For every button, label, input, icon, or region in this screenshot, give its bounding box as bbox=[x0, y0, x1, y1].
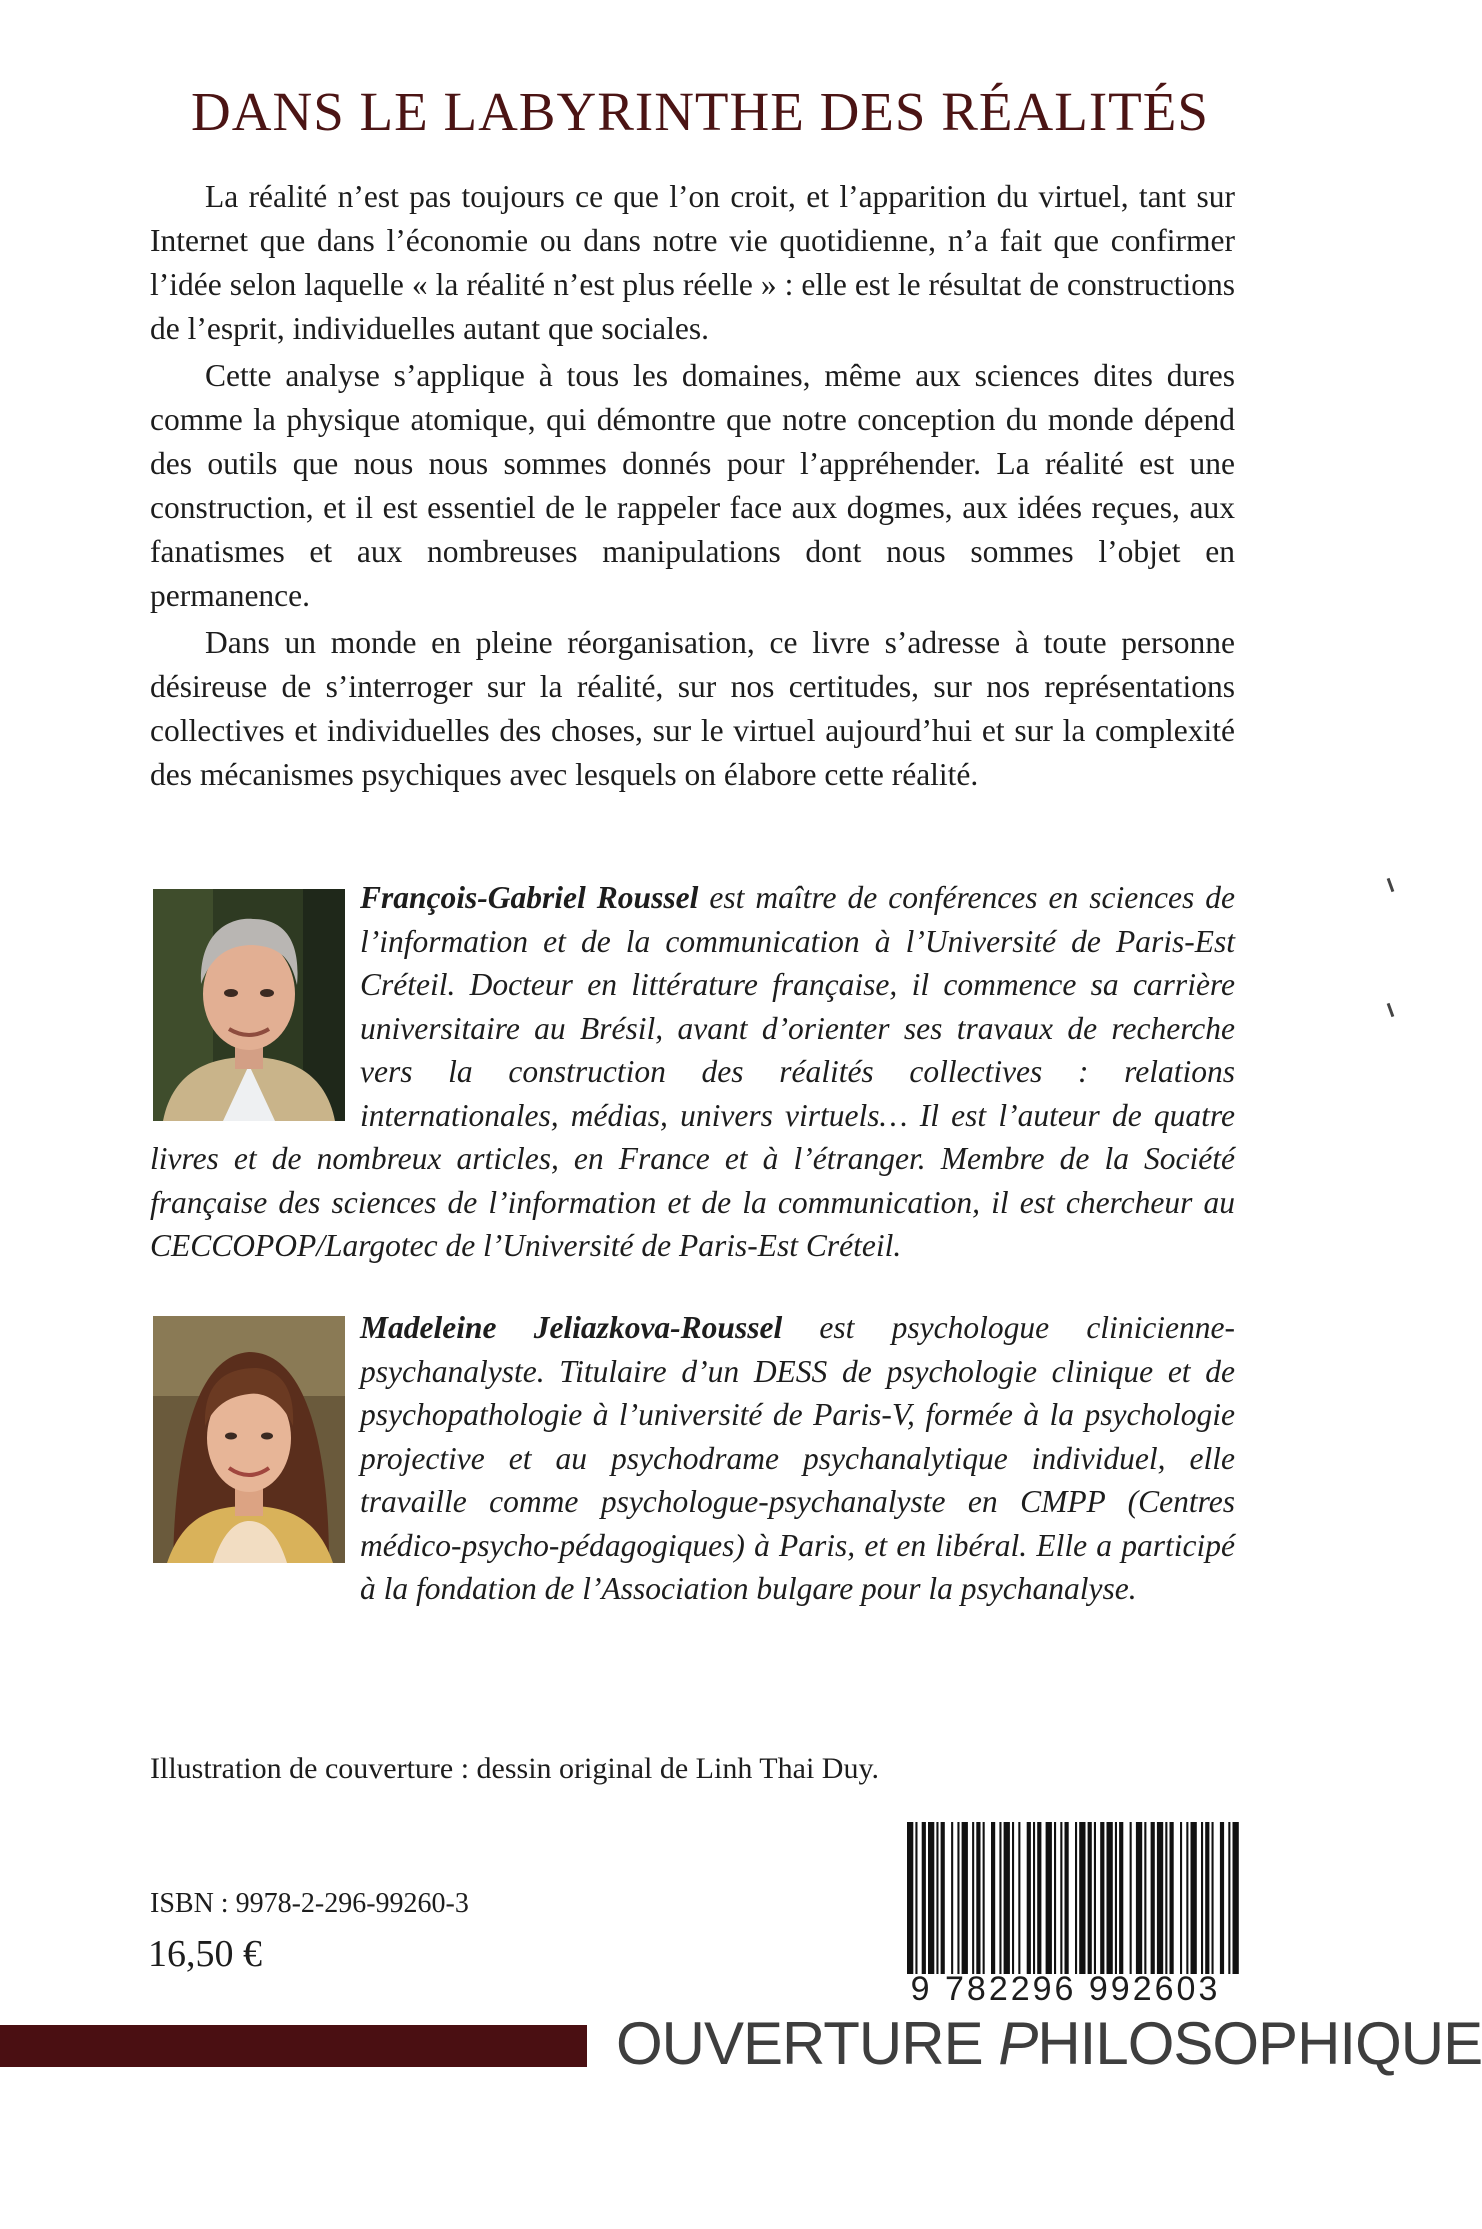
photo-spacer bbox=[150, 876, 360, 1126]
barcode-bar bbox=[999, 1822, 1001, 1974]
barcode-bar bbox=[1054, 1822, 1056, 1974]
barcode-bar bbox=[1100, 1822, 1104, 1974]
barcode-bar bbox=[1151, 1822, 1155, 1974]
barcode-bar bbox=[1027, 1822, 1031, 1974]
barcode-bar bbox=[1233, 1822, 1239, 1974]
author-bio-2 bbox=[150, 1306, 1235, 1611]
collection-band bbox=[0, 2025, 587, 2067]
barcode-bar bbox=[1094, 1822, 1096, 1974]
photo-spacer bbox=[150, 1306, 360, 1571]
barcode-bar bbox=[1170, 1822, 1174, 1974]
author-bio-text-2: est psychologue clinicienne-psychanalyste. Titulaire d’un DESS de psychologie clinique et de psychopathologie à l’université de Paris-V, formée à la psychologie projective et au psychodrame psychanalytique individuel, elle travaille comme psychologue-psychanalyste en CMPP (Centres médico-psycho-pédagogiques) à Paris, et en libéral. Elle a participé à la fondation de l’Association bulgare pour la psychanalyse. bbox=[360, 1310, 1235, 1606]
barcode-bar bbox=[1107, 1822, 1113, 1974]
barcode-bar bbox=[1046, 1822, 1052, 1974]
barcode-bar bbox=[991, 1822, 995, 1974]
blurb-paragraph: Dans un monde en pleine réorganisation, ce livre s’adresse à toute personne désireuse de s’interroger sur la réalité, sur nos certitudes, sur nos représentations collectives et individuelles des choses, sur le virtuel aujourd’hui et sur la complexité des mécanismes psychiques avec lesquels on élabore cette réalité. bbox=[150, 625, 1235, 792]
cover-illustration-credit: Illustration de couverture : dessin original de Linh Thai Duy. bbox=[150, 1752, 879, 1785]
barcode-bars bbox=[905, 1822, 1235, 1974]
barcode-bar bbox=[928, 1822, 934, 1974]
book-title: DANS LE LABYRINTHE DES RÉALITÉS bbox=[191, 81, 1209, 142]
barcode-bar bbox=[983, 1822, 985, 1974]
crop-mark bbox=[1387, 1003, 1395, 1017]
barcode-bar bbox=[1157, 1822, 1163, 1974]
barcode-bar bbox=[936, 1822, 938, 1974]
collection-name-part2: HILOSOPHIQUE bbox=[1037, 2010, 1482, 2077]
barcode-digits: 9 782296 992603 bbox=[910, 1970, 1221, 2008]
barcode-bar bbox=[976, 1822, 980, 1974]
barcode bbox=[905, 1822, 1235, 1974]
isbn: ISBN : 9978-2-296-99260-3 bbox=[150, 1888, 469, 1919]
barcode-bar bbox=[1018, 1822, 1020, 1974]
barcode-bar bbox=[922, 1822, 926, 1974]
barcode-bar bbox=[1012, 1822, 1014, 1974]
barcode-bar bbox=[1079, 1822, 1085, 1974]
barcode-bar bbox=[1205, 1822, 1209, 1974]
barcode-bar bbox=[1201, 1822, 1203, 1974]
price: 16,50 € bbox=[148, 1933, 262, 1975]
barcode-bar bbox=[1144, 1822, 1146, 1974]
blurb-paragraph: La réalité n’est pas toujours ce que l’on croit, et l’apparition du virtuel, tant sur Internet que dans l’économie ou dans notre vie quotidienne, n’a fait que confirmer l’idée selon laquelle « la réalité n’est plus réelle » : elle est le résultat de constructions de l’esprit, individuelles autant que sociales. bbox=[150, 179, 1235, 346]
barcode-bar bbox=[1060, 1822, 1062, 1974]
crop-mark bbox=[1387, 878, 1395, 892]
barcode-bar bbox=[1180, 1822, 1182, 1974]
collection-name bbox=[616, 2009, 1482, 2078]
barcode-bar bbox=[962, 1822, 968, 1974]
author-name-1: François-Gabriel Roussel bbox=[360, 880, 699, 915]
barcode-bar bbox=[1165, 1822, 1167, 1974]
barcode-bar bbox=[1186, 1822, 1188, 1974]
barcode-bar bbox=[941, 1822, 945, 1974]
barcode-bar bbox=[972, 1822, 974, 1974]
collection-name-initial: P bbox=[998, 2010, 1038, 2077]
barcode-bar bbox=[1088, 1822, 1092, 1974]
author-name-2: Madeleine Jeliazkova-Roussel bbox=[360, 1310, 783, 1345]
author-bio-1 bbox=[150, 876, 1235, 1268]
barcode-bar bbox=[1228, 1822, 1230, 1974]
barcode-bar bbox=[1191, 1822, 1197, 1974]
barcode-bar bbox=[1130, 1822, 1132, 1974]
barcode-bar bbox=[1004, 1822, 1010, 1974]
barcode-bar bbox=[957, 1822, 959, 1974]
barcode-bar bbox=[907, 1822, 913, 1974]
barcode-bar bbox=[951, 1822, 953, 1974]
collection-name-part1: OUVERTURE bbox=[616, 2010, 999, 2077]
barcode-bar bbox=[1065, 1822, 1069, 1974]
barcode-bar bbox=[915, 1822, 917, 1974]
barcode-bar bbox=[1119, 1822, 1123, 1974]
barcode-bar bbox=[1115, 1822, 1117, 1974]
barcode-bar bbox=[1033, 1822, 1035, 1974]
barcode-bar bbox=[1075, 1822, 1077, 1974]
barcode-bar bbox=[1037, 1822, 1041, 1974]
author-bio-text-1: est maître de conférences en sciences de l’information et de la communication à l’Université de Paris-Est Créteil. Docteur en littérature française, il commence sa carrière universitaire au Brésil, avant d’orienter ses travaux de recherche vers la construction des réalités collectives : relations internationales, médias, univers virtuels… Il est l’auteur de quatre livres et de nombreux articles, en France et à l’étranger. Membre de la Société française des sciences de l’information et de la communication, il est chercheur au CECCOPOP/Largotec de l’Université de Paris-Est Créteil. bbox=[150, 880, 1235, 1263]
blurb-paragraph: Cette analyse s’applique à tous les domaines, même aux sciences dites dures comme la physique atomique, qui démontre que notre conception du monde dépend des outils que nous nous sommes donnés pour l’appréhender. La réalité est une construction, et il est essentiel de le rappeler face aux dogmes, aux idées reçues, aux fanatismes et aux nombreuses manipulations dont nous sommes l’objet en permanence. bbox=[150, 358, 1235, 613]
back-cover-blurb bbox=[150, 175, 1235, 800]
barcode-bar bbox=[1136, 1822, 1142, 1974]
barcode-bar bbox=[1220, 1822, 1224, 1974]
barcode-bar bbox=[1212, 1822, 1214, 1974]
